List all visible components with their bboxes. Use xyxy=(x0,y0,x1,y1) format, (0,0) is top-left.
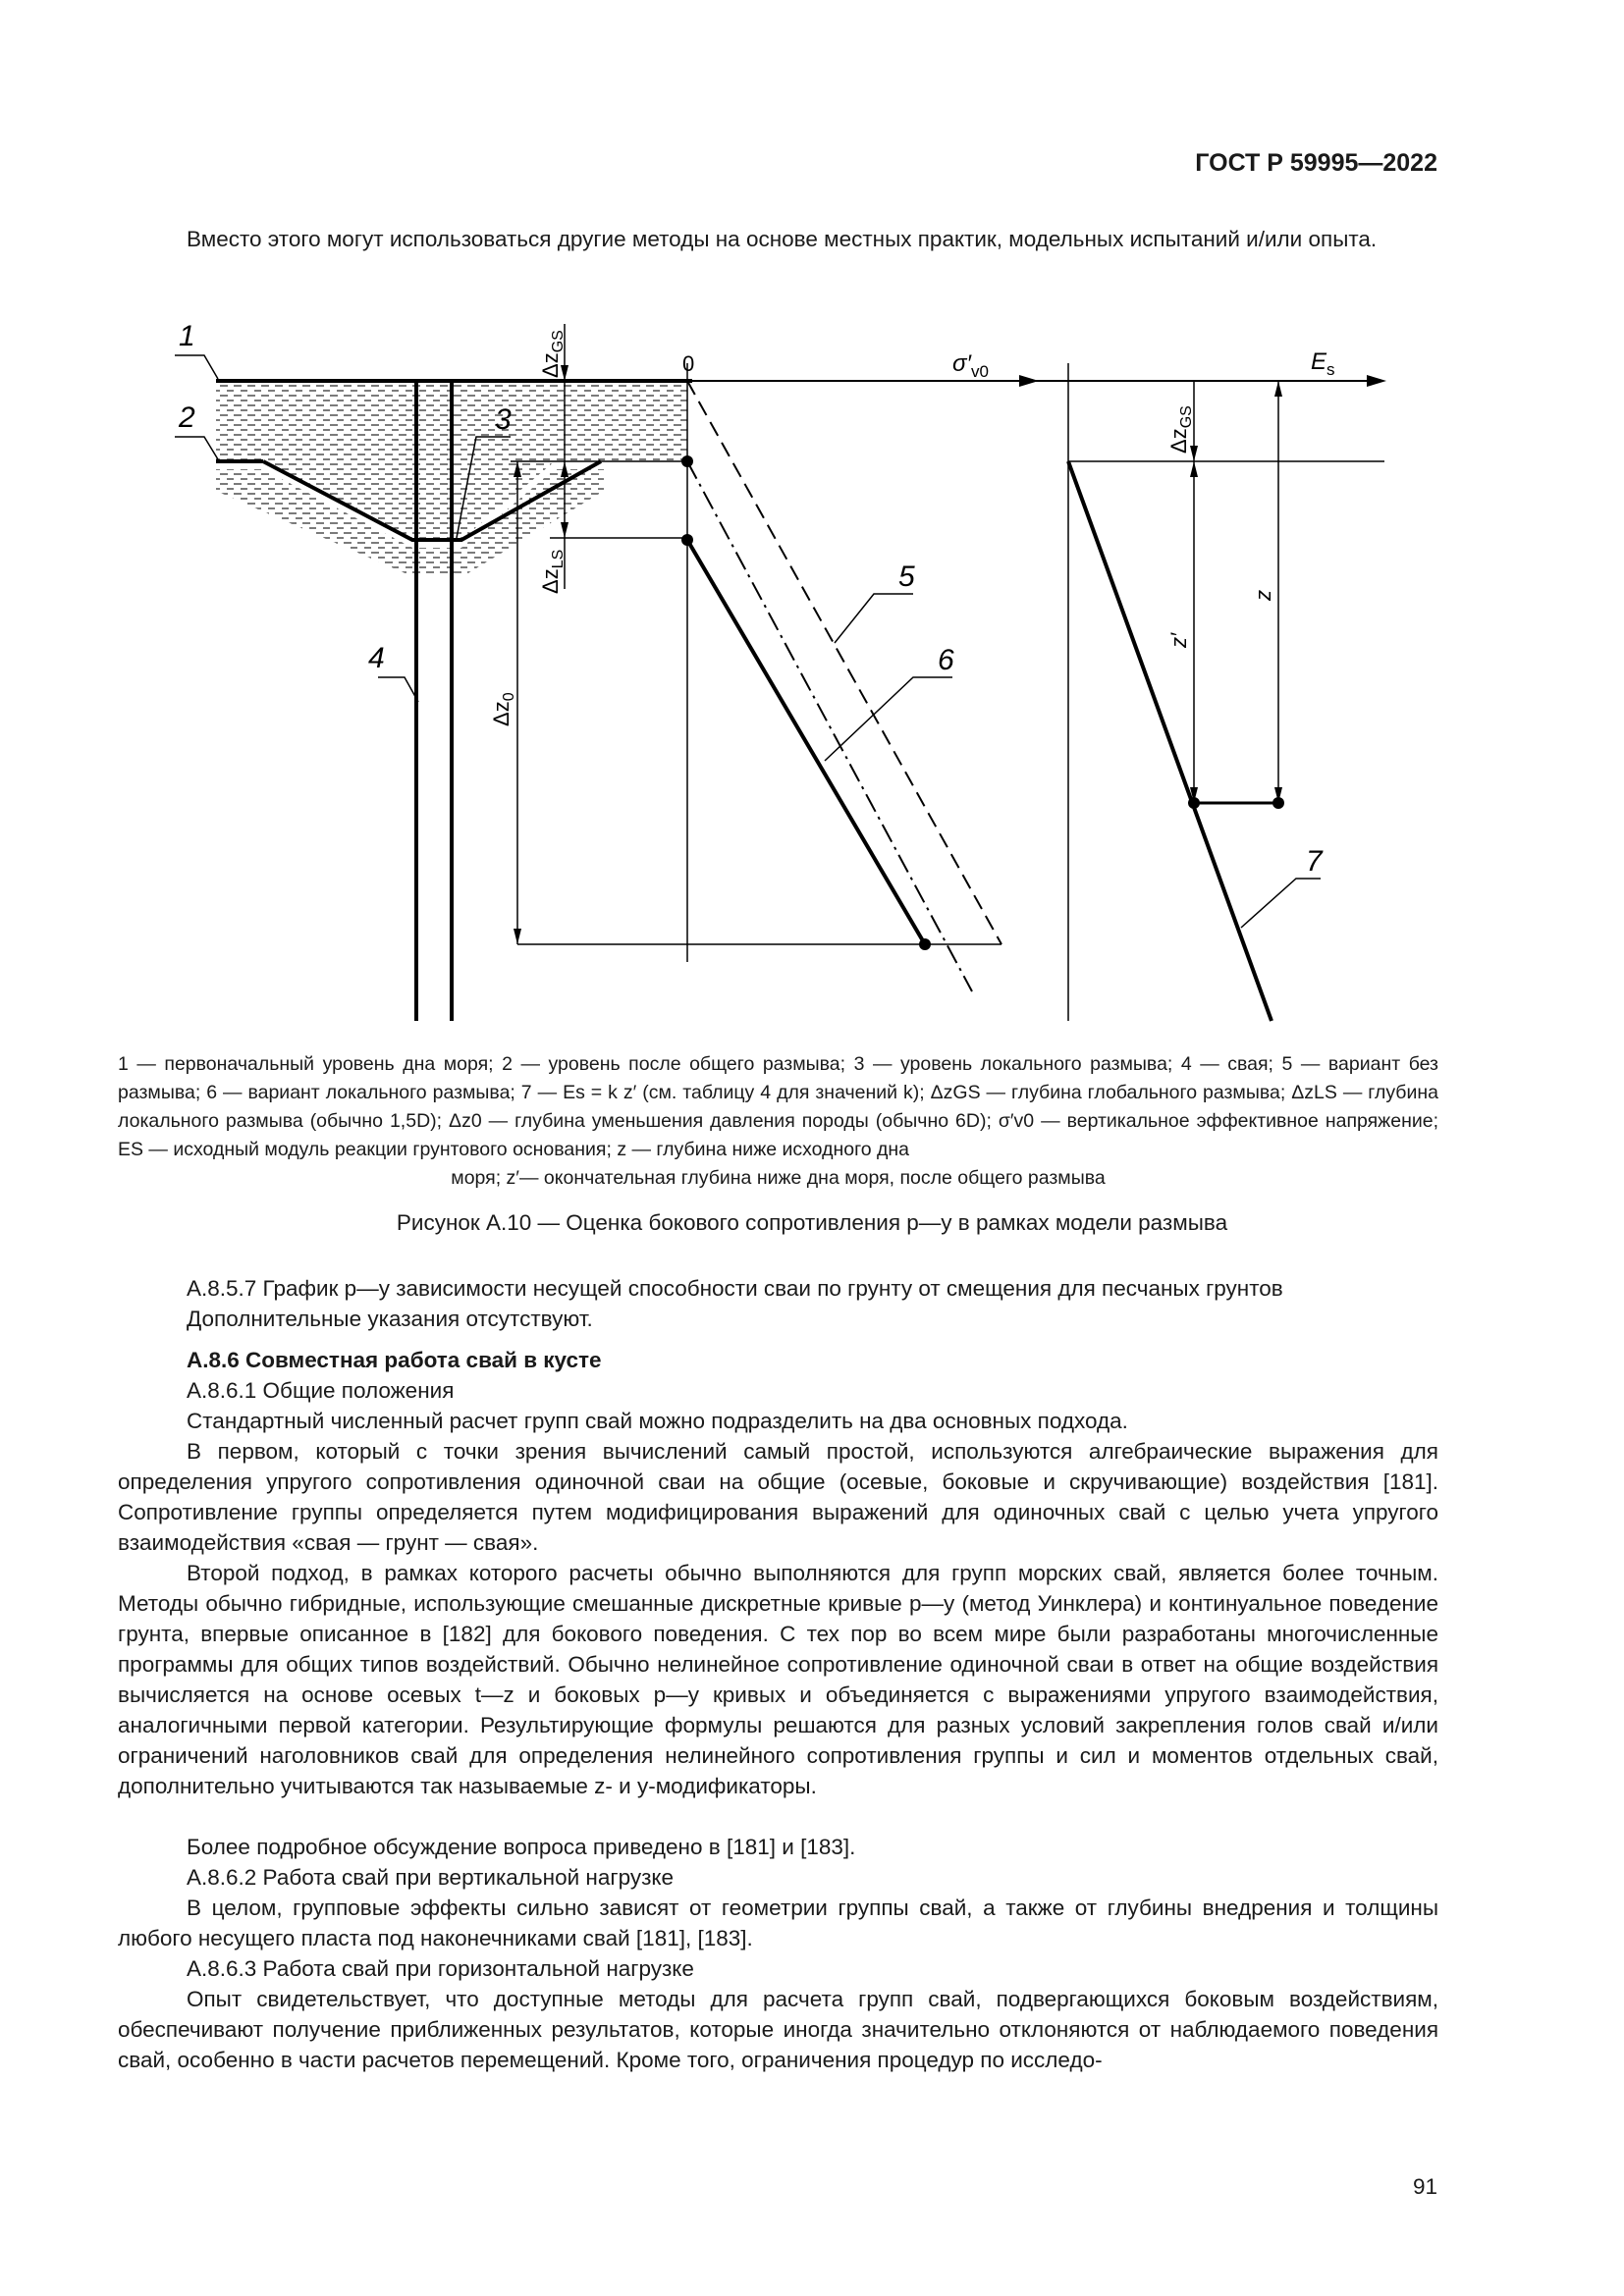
subheading-a861: А.8.6.1 Общие положения xyxy=(187,1378,455,1403)
callout-6: 6 xyxy=(938,644,954,676)
stress-line-no-scour xyxy=(687,381,1001,944)
paragraph-experience: Опыт свидетельствует, что доступные методы для расчета групп свай, подвергающихся боковым воздействиям, обеспечивают получение приближенных результатов, которые иногда значительно отклоняются от наблюдаемого поведения свай, особенно в части расчетов перемещений. Кроме того, ограничения процедур по исследо- xyxy=(118,1987,1438,2072)
paragraph-no-guidance: Дополнительные указания отсутствуют. xyxy=(187,1307,593,1331)
intro-paragraph: Вместо этого могут использоваться другие методы на основе местных практик, модельных испытаний и/или опыта. xyxy=(187,227,1378,251)
z-prime-label: z′ xyxy=(1166,632,1191,648)
legend-text-last: моря; z′— окончательная глубина ниже дна моря, после общего размыва xyxy=(451,1167,1106,1189)
zero-label: 0 xyxy=(682,351,695,376)
callout-7: 7 xyxy=(1306,845,1323,878)
paragraph-first-approach: В первом, который с точки зрения вычислений самый простой, используются алгебраические выражения для определения упругого сопротивления одиночной сваи на общие (осевые, боковые и скручивающие) воздействия [181]. Сопротивление группы определяется путем модифицирования выражений для одиночных свай с целью учета упругого взаимодействия «свая — грунт — свая». xyxy=(118,1439,1438,1555)
figure-legend xyxy=(118,1050,1438,1193)
section-heading-a86: А.8.6 Совместная работа свай в кусте xyxy=(187,1348,602,1372)
legend-text: 1 — первоначальный уровень дна моря; 2 — уровень после общего размыва; 3 — уровень локального размыва; 4 — свая; 5 — вариант без размыва; 6 — вариант локального размыва; 7 — Es = k z′ (см. таблицу 4 для значений k); ΔzGS — глубина глобального размыва; ΔzLS — глубина локального размыва (обычно 1,5D); Δz0 — глубина уменьшения давления породы (обычно 6D); σ′v0 — вертикальное эффективное напряжение; ES — исходный модуль реакции грунтового основания; z — глубина ниже исходного дна xyxy=(118,1053,1438,1160)
subheading-a862: А.8.6.2 Работа свай при вертикальной нагрузке xyxy=(187,1865,674,1890)
sigma-label: $\sigma'_{v0}$ xyxy=(952,350,989,381)
callout-1: 1 xyxy=(179,320,195,352)
stress-line-general-scour xyxy=(687,461,972,991)
callout-3: 3 xyxy=(495,403,512,436)
figure-title: Рисунок А.10 — Оценка бокового сопротивления p—y в рамках модели размыва xyxy=(396,1210,1228,1235)
dz-gs-right-label: $\Delta z_{GS}$ xyxy=(1166,405,1195,454)
dz-gs-label: $\Delta z_{GS}$ xyxy=(538,330,567,378)
document-header: ГОСТ Р 59995—2022 xyxy=(1195,149,1437,177)
page-number: 91 xyxy=(1412,2174,1437,2199)
paragraph-approaches: Стандартный численный расчет групп свай можно подразделить на два основных подхода. xyxy=(187,1409,1128,1433)
subheading-a863: А.8.6.3 Работа свай при горизонтальной нагрузке xyxy=(187,1956,694,1981)
paragraph-references: Более подробное обсуждение вопроса приведено в [181] и [183]. xyxy=(187,1835,856,1859)
dz-ls-label: $\Delta z_{LS}$ xyxy=(538,549,567,594)
z-label: z xyxy=(1251,590,1275,601)
es-line-7 xyxy=(1068,461,1272,1021)
dz-0-label: $\Delta z_0$ xyxy=(489,692,517,726)
callout-5: 5 xyxy=(898,561,915,593)
paragraph-a857: А.8.5.7 График p—y зависимости несущей способности сваи по грунту от смещения для песчаных грунтов xyxy=(187,1276,1283,1301)
callout-4: 4 xyxy=(368,642,385,674)
es-label: $E_s$ xyxy=(1311,348,1335,379)
callout-2: 2 xyxy=(179,401,195,434)
paragraph-group-effects: В целом, групповые эффекты сильно зависят от геометрии группы свай, а также от глубины внедрения и толщины любого несущего пласта под наконечниками свай [181], [183]. xyxy=(118,1896,1438,1950)
paragraph-second-approach: Второй подход, в рамках которого расчеты обычно выполняются для групп морских свай, является более точным. Методы обычно гибридные, использующие смешанные дискретные кривые p—y (метод Уинклера) и континуальное поведение грунта, впервые описанное в [182] для бокового поведения. С тех пор во всем мире были разработаны многочисленные программы для общих типов воздействий. Обычно нелинейное сопротивление одиночной сваи в ответ на общие воздействия вычисляется на основе осевых t—z и боковых p—y кривых и объединяется с выражениями упругого взаимодействия, аналогичными первой категории. Результирующие формулы решаются для разных условий закрепления голов свай и/или ограничений наголовников свай для определения нелинейного сопротивления группы и сил и моментов отдельных свай, дополнительно учитываются так называемые z- и y-модификаторы. xyxy=(118,1561,1438,1798)
scour-model-figure xyxy=(0,294,1624,1041)
